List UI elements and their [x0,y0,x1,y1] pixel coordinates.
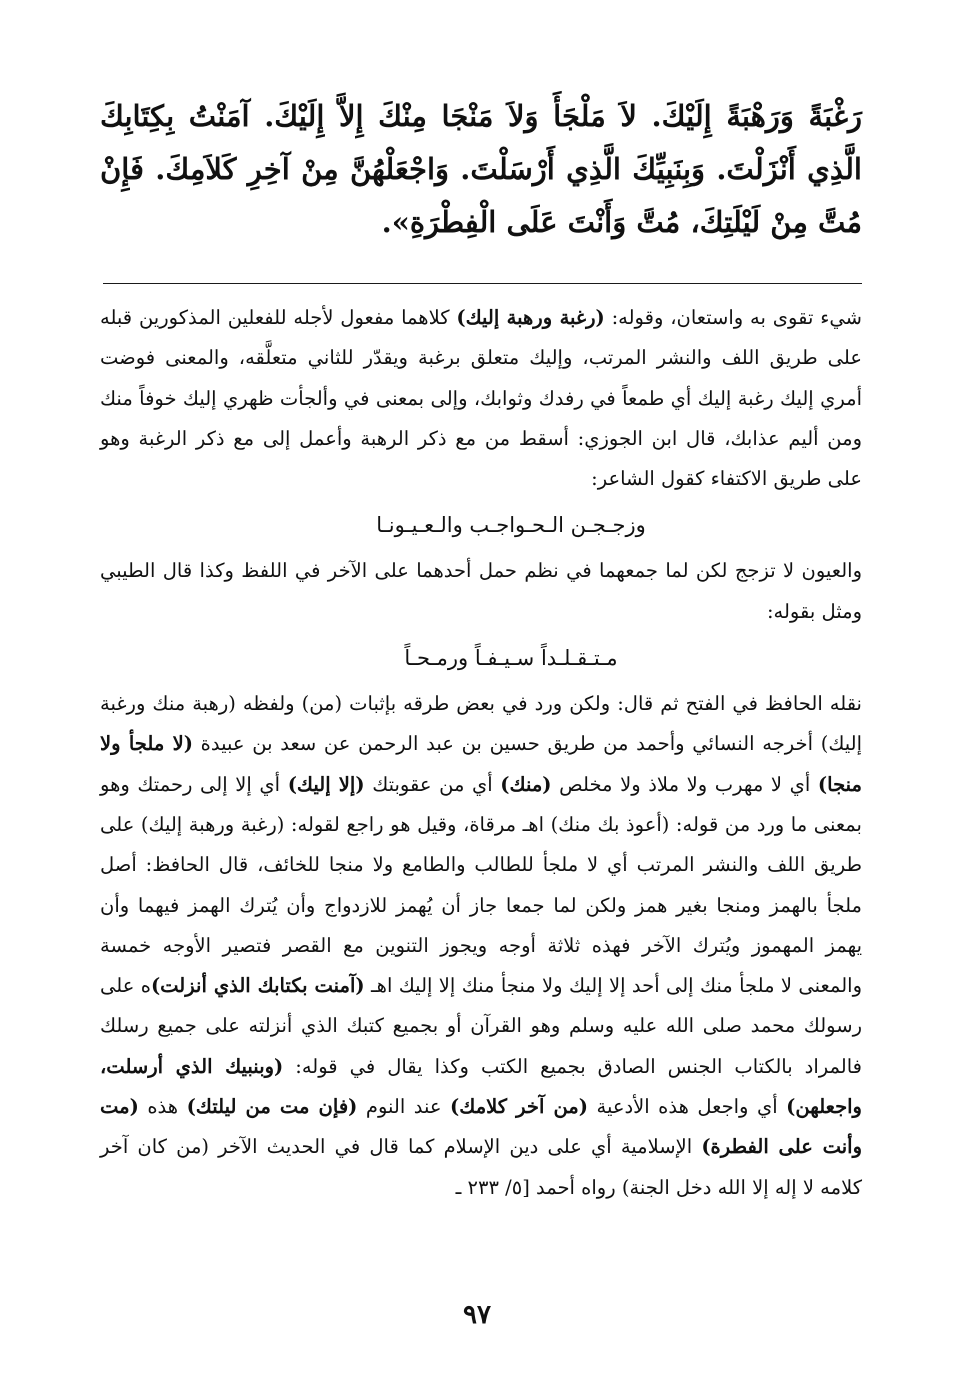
poetry-verse: مـتـقـلـداً سـيـفـاً ورمـحـاً [404,646,618,671]
quoted-phrase: (لا ملجأ ولا منجا) [100,732,863,796]
quoted-phrase: (منك) [500,772,552,796]
quoted-phrase: (مت وأنت على الفطرة) [100,1095,862,1159]
text-span: أي إلا إلى رحمتك وهو بمعنى ما ورد من قوله: (أعوذ بك منك) اهـ مرقاة، وقيل هو راجع لقوله: (رغبة ورهبة إليك) على طريق اللف والنشر المرتب أي لا ملجأ للطالب والطامع ولا منجا للخائف، قال الحافظ: أصل ملجأ بالهمز ومنجا بغير همز ولكن لما جمعا جاز أن يُهمز للازدواج وأن يُترك الهمز فيهما وأن يهمز المهموز ويُترك الآخر فهذه ثلاثة أوجه ويجوز التنوين مع القصر فتصير الأوجه خمسة والمعنى لا ملجأ منك إلى أحد إلا إليك ولا منجأ منك إلا إليك اهـ [100,772,862,998]
text-span: ه على رسولك محمد صلى الله عليه وسلم وهو القرآن أو بجميع كتبك الذي أنزلته على جميع رسلك فالمراد بالكتاب الجنس الصادق بجميع الكتب وكذا يقال في قوله: [100,974,862,1078]
text-span: أي من عقوبتك [372,772,493,796]
quoted-phrase: (إلا إليك) [287,772,365,796]
quoted-phrase: (من آخر كلامك) [450,1095,588,1119]
text-span: أي واجعل هذه الأدعية [596,1095,778,1119]
footnote-commentary [100,298,862,1208]
text-span: الإسلامية أي على دين الإسلام كما قال في الحديث الآخر (من كان آخر كلامه لا إله إلا الله دخل الجنة) رواه أحمد [٥/ ٢٣٣ ـ [100,1135,862,1199]
quoted-phrase: (وبنبيك الذي أرسلت، واجعلهن) [100,1054,862,1119]
commentary-paragraph [100,298,862,499]
text-span: نقله الحافظ في الفتح ثم قال: ولكن ورد في بعض طرقه بإثبات (من) ولفظه (رهبة منك ورغبة إليك) أخرجه النسائي وأحمد من طريق حسين بن عبد الرحمن عن سعد بن عبيدة [100,692,862,756]
commentary-paragraph: والعيون لا تزجج لكن لما جمعهما في نظم حمل أحدهما على الآخر في اللفظ وكذا قال الطيبي ومثل بقوله: [100,559,862,623]
text-span: كلاهما مفعول لأجله للفعلين المذكورين قبله على طريق اللف والنشر المرتب، وإليك متعلق برغبة ويقدّر للثاني متعلَّقه، والمعنى فوضت أمري إليك رغبة إليك أي طمعاً في رفدك وثوابك، وإلى بمعنى في وألجأت ظهري إليك خوفاً منك ومن أليم عذابك، قال ابن الجوزي: أسقط من مع ذكر الرهبة وأعمل إلى مع ذكر الرغبة وهو على طريق الاكتفاء كقول الشاعر: [100,306,862,491]
text-span: أي لا مهرب ولا ملاذ ولا مخلص [559,772,811,796]
poetry-verse: وزجـجـن الـحـواجـب والـعـيـونـا [376,513,646,538]
quoted-phrase: (رغبة ورهبة إليك) [456,306,605,329]
page-number: ٩٧ [463,1300,491,1330]
quoted-phrase: (فإن مت من ليلتك) [186,1095,358,1119]
text-span: هذه [147,1095,179,1119]
text-span: عند النوم [365,1095,442,1119]
quoted-phrase: (آمنت بكتابك الذي أنزلت) [150,974,365,998]
text-span: شيء تقوى به واستعان، وقوله: [611,306,862,329]
hadith-text: رَغْبَةً وَرَهْبَةً إِلَيْكَ. لاَ مَلْجَأَ وَلاَ مَنْجَا مِنْكَ إِلاَّ إِلَيْكَ. آمَنْتُ بِكِتَابِكَ الَّذِي أَنْزَلْتَ. وَبِنَبِيِّكَ الَّذِي أَرْسَلْتَ. وَاجْعَلْهُنَّ مِنْ آخِرِ كَلاَمِكَ. فَإِنْ مُتَّ مِنْ لَيْلَتِكَ، مُتَّ وَأَنْتَ عَلَى الْفِطْرَةِ». [100,99,862,239]
commentary-paragraph [100,684,862,1208]
footnote-divider [103,283,862,284]
